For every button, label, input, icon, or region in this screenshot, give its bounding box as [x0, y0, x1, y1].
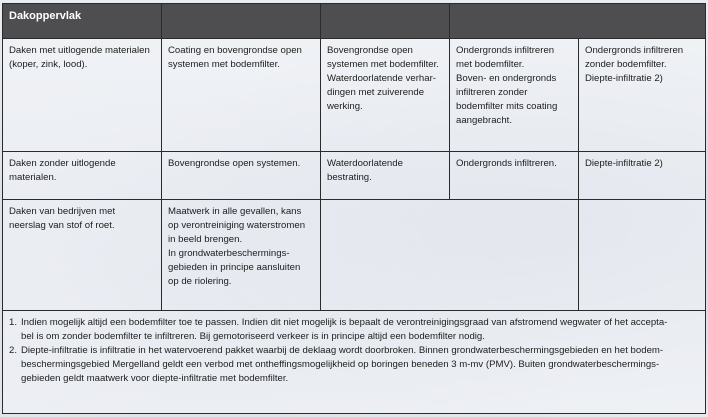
cell-line: (koper, zink, lood).	[9, 59, 88, 70]
cell-line: Waterdoorlatende	[327, 158, 403, 169]
cell-line: zonder bodemfilter.	[585, 59, 667, 70]
table-cell	[579, 152, 706, 200]
table-cell	[321, 39, 450, 152]
cell-line: Ondergronds infiltreren	[456, 45, 555, 56]
table-row	[3, 152, 706, 200]
header-empty-cell	[162, 4, 321, 39]
header-empty-cell	[321, 4, 450, 39]
table-cell-empty	[579, 200, 706, 311]
cell-line: In grondwaterbeschermings-	[168, 248, 290, 259]
footnote-line: beschermingsgebied Mergelland geldt een verbod met ontheffingsmogelijkheid op boringen beneden 3 m-mv (PMV). Buiten grondwaterbeschermings-	[21, 359, 660, 370]
cell-line: Maatwerk in alle gevallen, kans	[168, 206, 302, 217]
footnote-line: Diepte-infiltratie is infiltratie in het watervoerend pakket waarbij de deklaag wordt doorbroken. Binnen grondwaterbeschermingsgebieden en het bodem-	[21, 345, 664, 356]
table-cell	[450, 39, 579, 152]
footnote-text	[21, 344, 699, 386]
header-empty-cell	[450, 4, 706, 39]
footnotes	[3, 311, 706, 414]
cell-line: Bovengrondse open	[327, 45, 413, 56]
cell-line: Diepte-infiltratie 2)	[585, 73, 663, 84]
cell-line: gebieden in principe aansluiten	[168, 262, 301, 273]
cell-line: bodemfilter mits coating	[456, 101, 558, 112]
cell-line: Diepte-infiltratie 2)	[585, 158, 663, 169]
cell-line: neerslag van stof of roet.	[9, 220, 115, 231]
table-cell-empty	[321, 200, 579, 311]
footnote	[9, 316, 699, 344]
table-header-row	[3, 4, 706, 39]
table-row	[3, 39, 706, 152]
cell-line: op verontreiniging waterstromen	[168, 220, 306, 231]
footnote-number: 2.	[9, 345, 18, 356]
footnote-line: Indien mogelijk altijd een bodemfilter toe te passen. Indien dit niet mogelijk is bepaalt de verontreinigingsgraad van afstromend wegwater of het accepta-	[21, 317, 668, 328]
footnote-text	[21, 316, 699, 344]
footnotes-row	[3, 311, 706, 414]
cell-line: in beeld brengen.	[168, 234, 243, 245]
cell-line: Daken van bedrijven met	[9, 206, 116, 217]
cell-line: Boven- en ondergronds	[456, 73, 557, 84]
footnote-line: bel is om zonder bodemfilter te infiltreren. Bij gemotoriseerd verkeer is in principe altijd een bodemfilter nodig.	[21, 331, 485, 342]
infiltration-table	[2, 3, 706, 414]
footnote-number: 1.	[9, 317, 18, 328]
table-cell	[321, 152, 450, 200]
table-cell	[162, 200, 321, 311]
cell-line: systemen met bodemfilter.	[327, 59, 439, 70]
cell-line: dingen met zuiverende	[327, 87, 425, 98]
table-cell	[162, 152, 321, 200]
cell-line: op de riolering.	[168, 276, 232, 287]
table-row	[3, 200, 706, 311]
cell-line: aangebracht.	[456, 115, 513, 126]
cell-line: Bovengrondse open systemen.	[168, 158, 301, 169]
footnote-line: gebieden geldt maatwerk voor diepte-infiltratie met bodemfilter.	[21, 373, 289, 384]
table-cell	[162, 39, 321, 152]
cell-line: Daken zonder uitlogende	[9, 158, 116, 169]
cell-line: Ondergronds infiltreren.	[456, 158, 557, 169]
cell-line: werking.	[327, 101, 363, 112]
cell-line: Waterdoorlatende verhar-	[327, 73, 436, 84]
row-label	[3, 39, 162, 152]
row-label	[3, 200, 162, 311]
cell-line: systemen met bodemfilter.	[168, 59, 280, 70]
table-cell	[450, 152, 579, 200]
cell-line: met bodemfilter.	[456, 59, 525, 70]
footnote	[9, 344, 699, 386]
cell-line: infiltreren zonder	[456, 87, 528, 98]
row-label	[3, 152, 162, 200]
table-cell	[579, 39, 706, 152]
cell-line: Coating en bovengrondse open	[168, 45, 302, 56]
cell-line: Ondergronds infiltreren	[585, 45, 684, 56]
cell-line: materialen.	[9, 172, 57, 183]
header-title: Dakoppervlak	[3, 4, 162, 39]
cell-line: Daken met uitlogende materialen	[9, 45, 150, 56]
cell-line: bestrating.	[327, 172, 372, 183]
